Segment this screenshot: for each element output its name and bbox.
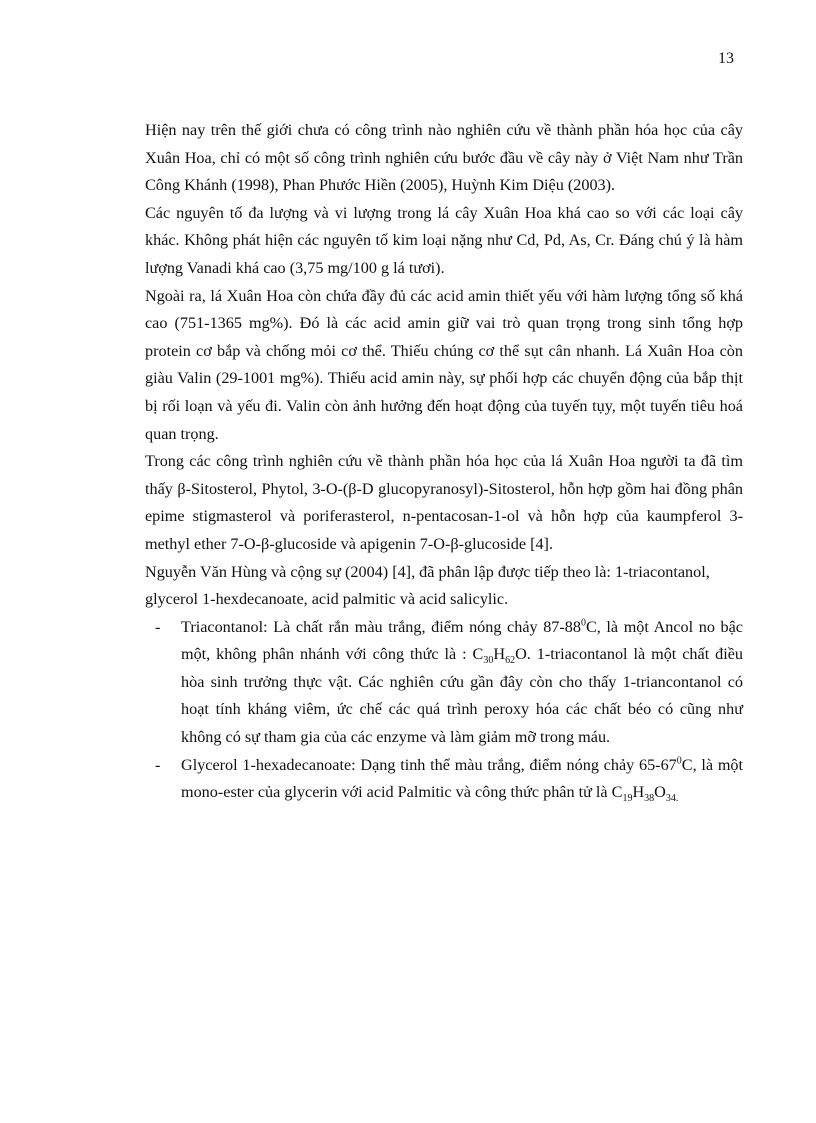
paragraph-minerals: Các nguyên tố đa lượng và vi lượng trong lá cây Xuân Hoa khá cao so với các loại cây khác. Không phát hiện các nguyên tố kim loại nặng như Cd, Pd, As, Cr. Đáng chú ý là hàm lượng Vanadi khá cao (3,75 mg/100 g lá tươi).: [145, 203, 743, 277]
bullet-text: H: [632, 783, 645, 802]
bullet-text: O. 1-triacontanol là một chất điều hòa sinh trưởng thực vật. Các nghiên cứu gần đây còn cho thấy 1-triancontanol có hoạt tính kháng viêm, ức chế các quá trình peroxy hóa các chất béo có cũng như không có sự tham gia của các enzyme và làm giảm mỡ trong máu.: [181, 645, 743, 747]
list-item-glycerol: [145, 752, 743, 807]
superscript: 0: [580, 617, 586, 629]
page-number: 13: [718, 50, 734, 67]
paragraph-amino-acids: Ngoài ra, lá Xuân Hoa còn chứa đầy đủ các acid amin thiết yếu với hàm lượng tổng số khá cao (751-1365 mg%). Đó là các acid amin giữ vai trò quan trọng trong sinh tổng hợp protein cơ bắp và chống mỏi cơ thể. Thiếu chúng cơ thể sụt cân nhanh. Lá Xuân Hoa còn giàu Valin (29-1001 mg%). Thiếu acid amin này, sự phối hợp các chuyển động của bắp thịt bị rối loạn và yếu đi. Valin còn ảnh hưởng đến hoạt động của tuyến tụy, một tuyến tiêu hoá quan trọng.: [145, 286, 743, 443]
bullet-dash: -: [155, 617, 161, 636]
bullet-text: Triacontanol: Là chất rắn màu trắng, điểm nóng chảy 87-88: [181, 617, 581, 636]
subscript: 62: [505, 655, 516, 667]
subscript: 19: [622, 793, 633, 805]
page-body: [145, 117, 743, 807]
subscript: 30: [483, 655, 494, 667]
bullet-text: O: [654, 783, 666, 802]
bullet-text: H: [493, 645, 506, 664]
bullet-text: C, là một mono-ester của glycerin với acid Palmitic và công thức phân tử là C: [181, 755, 743, 802]
bullet-text: C, là một Ancol no bậc một, không phân nhánh với công thức là : C: [181, 617, 743, 664]
compound-list: [145, 614, 743, 807]
bullet-dash: -: [155, 755, 161, 774]
superscript: 0: [676, 755, 682, 767]
paragraph-isolation: Nguyễn Văn Hùng và cộng sự (2004) [4], đã phân lập được tiếp theo là: 1-triacontanol, glycerol 1-hexdecanoate, acid palmitic và acid salicylic.: [145, 562, 710, 609]
subscript: 34.: [665, 793, 679, 805]
subscript: 38: [644, 793, 655, 805]
list-item-triacontanol: [145, 614, 743, 752]
bullet-text: Glycerol 1-hexadecanoate: Dạng tinh thể màu trắng, điểm nóng chảy 65-67: [181, 755, 677, 774]
paragraph-compounds: Trong các công trình nghiên cứu về thành phần hóa học của lá Xuân Hoa người ta đã tìm thấy β-Sitosterol, Phytol, 3-O-(β-D glucopyranosyl)-Sitosterol, hỗn hợp gồm hai đồng phân epime stigmasterol và poriferasterol, n-pentacosan-1-ol và hỗn hợp của kaumpferol 3-methyl ether 7-O-β-glucoside và apigenin 7-O-β-glucoside [4].: [145, 452, 743, 553]
paragraph-intro: Hiện nay trên thế giới chưa có công trình nào nghiên cứu về thành phần hóa học của cây Xuân Hoa, chỉ có một số công trình nghiên cứu bước đầu về cây này ở Việt Nam như Trần Công Khánh (1998), Phan Phước Hiền (2005), Huỳnh Kim Diệu (2003).: [145, 121, 743, 195]
